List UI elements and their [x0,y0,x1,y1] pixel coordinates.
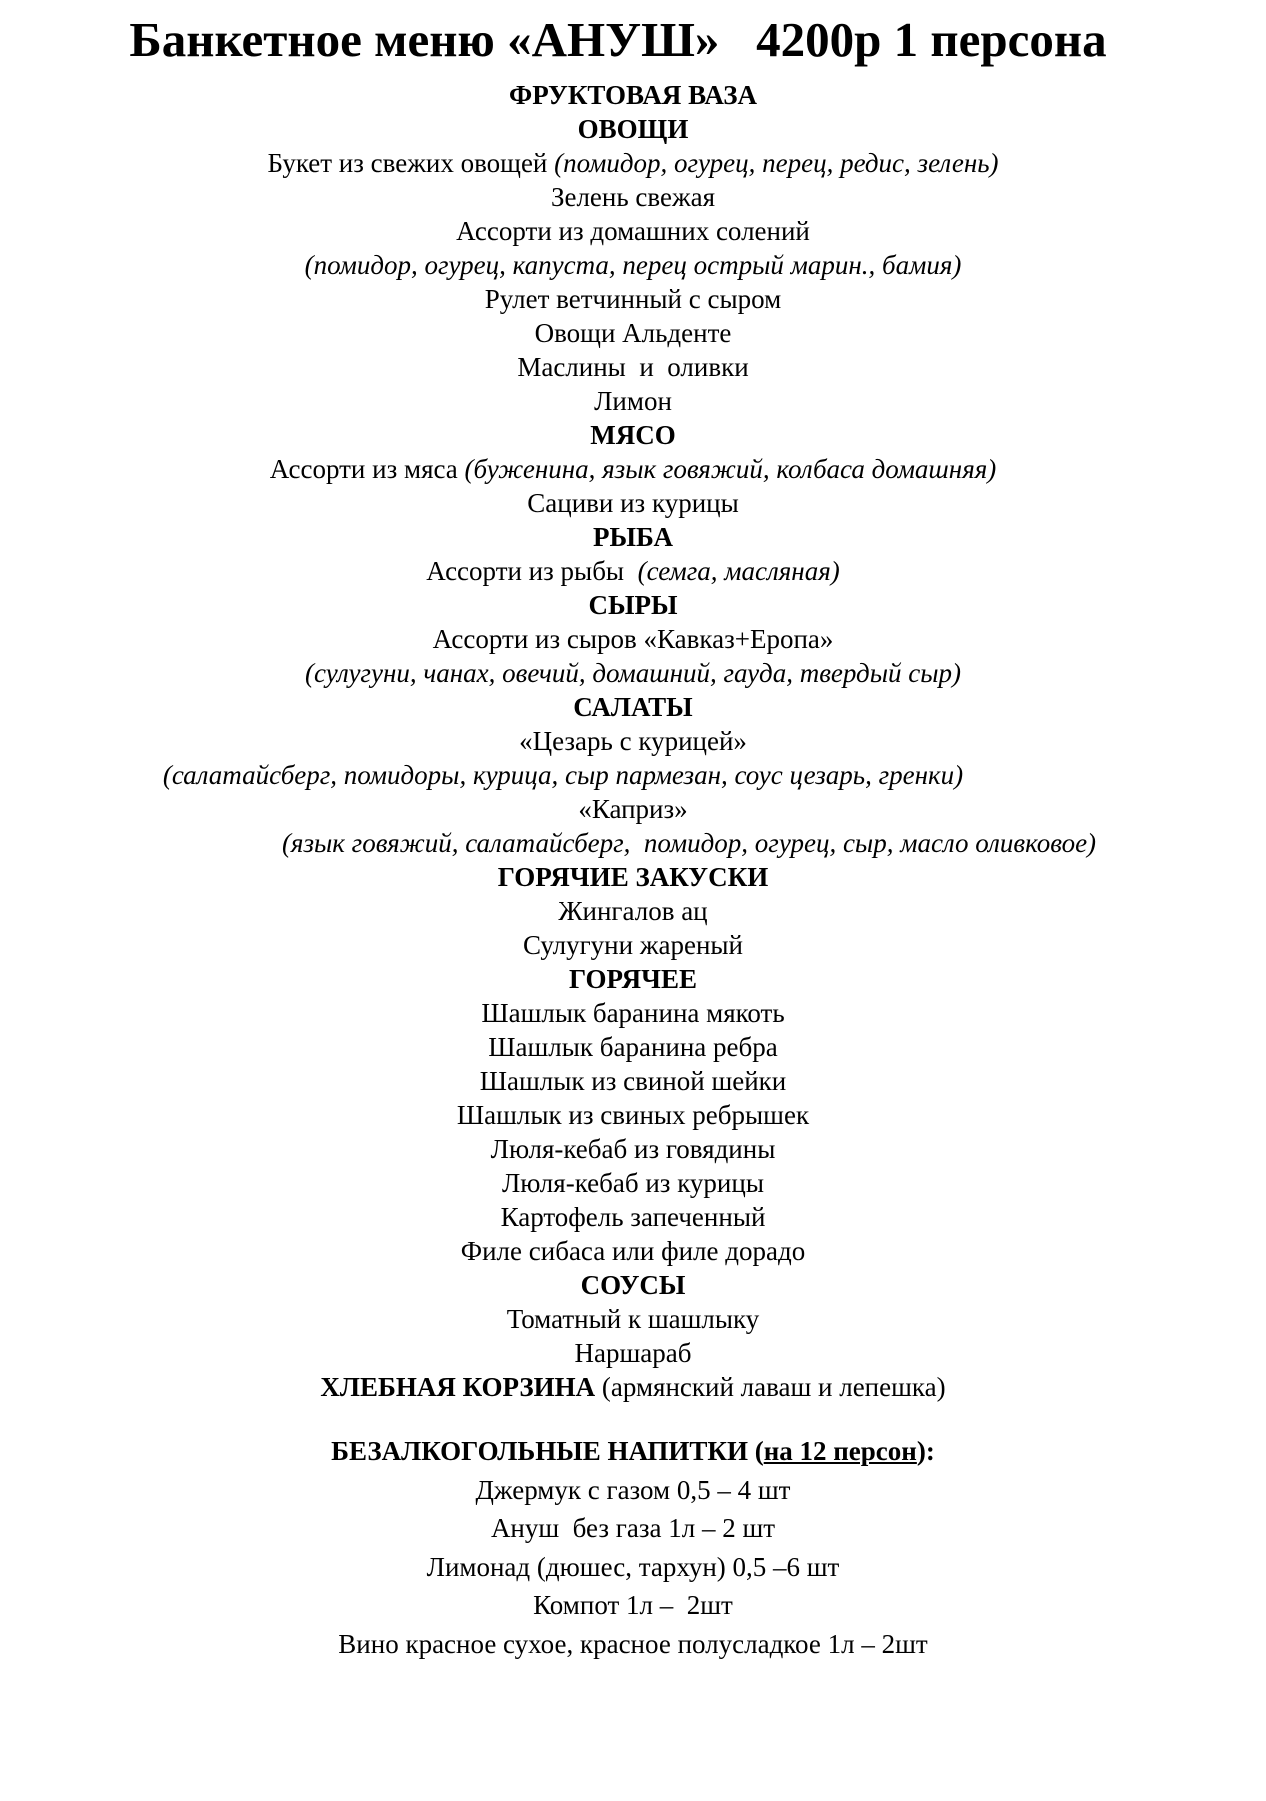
menu-item: Овощи Альденте [534,318,732,348]
menu-item: Вино красное сухое, красное полусладкое 1л – 2шт [338,1628,928,1659]
item-note: (язык говяжий, салатайсберг, помидор, огурец, сыр, масло оливковое) [281,828,1097,858]
menu-item [0,146,1266,180]
item-note: (помидор, огурец, капуста, перец острый марин., бамия) [304,250,962,280]
menu-item: Зелень свежая [550,182,716,212]
section-heading-vegetables: ОВОЩИ [577,114,689,144]
menu-item: Компот 1л – 2шт [533,1590,733,1620]
section-heading-salads: САЛАТЫ [573,692,693,722]
section-heading-fish: РЫБА [593,522,673,552]
menu-item: Рулет ветчинный с сыром [484,284,782,314]
menu-item: Шашлык из свиных ребрышек [456,1100,810,1130]
item-name: Букет из свежих овощей [267,148,555,178]
item-note: (армянский лаваш и лепешка) [595,1372,946,1402]
menu-item: Наршараб [574,1338,692,1368]
drinks-heading-text: БЕЗАЛКОГОЛЬНЫЕ НАПИТКИ ( [331,1436,764,1466]
item-note: (буженина, язык говяжий, колбаса домашняя) [464,454,997,484]
section-heading-fruit: ФРУКТОВАЯ ВАЗА [509,80,757,110]
menu-item: Томатный к шашлыку [506,1304,760,1334]
section-heading-hot-starters: ГОРЯЧИЕ ЗАКУСКИ [497,862,769,892]
menu-item: Лимон [594,386,672,416]
item-note: (сулугуни, чанах, овечий, домашний, гауда, твердый сыр) [304,658,962,688]
item-note: (помидор, огурец, перец, редис, зелень) [554,148,999,178]
menu-item: Шашлык баранина ребра [488,1032,778,1062]
section-heading-cheese: СЫРЫ [588,590,678,620]
menu-item: Люля-кебаб из говядины [490,1134,776,1164]
drinks-heading-end: ): [916,1436,935,1466]
menu-item: Люля-кебаб из курицы [502,1168,764,1198]
menu-item [0,452,1266,486]
section-heading-sauces: СОУСЫ [580,1270,686,1300]
section-heading-hot: ГОРЯЧЕЕ [569,964,697,994]
drinks-section [0,1432,1266,1663]
menu-item: Ассорти из домашних солений [456,216,810,246]
menu-item: «Цезарь с курицей» [519,726,747,756]
menu-item: Сациви из курицы [527,488,739,518]
spacer [0,1404,1266,1432]
menu-item: Ануш без газа 1л – 2 шт [490,1513,776,1543]
item-note: (семга, масляная) [637,556,840,586]
drinks-heading-persons: на 12 персон [763,1436,917,1466]
menu-item: «Каприз» [578,794,688,824]
menu-item: Шашлык баранина мякоть [481,998,785,1028]
bread-basket-line [0,1370,1266,1404]
menu-item: Филе сибаса или филе дорадо [460,1236,806,1266]
menu-item: Маслины и оливки [517,352,749,382]
section-heading-meat: МЯСО [590,420,676,450]
item-name: Ассорти из рыбы [426,556,638,586]
menu-item: Жингалов ац [558,896,708,926]
item-note: (салатайсберг, помидоры, курица, сыр пармезан, соус цезарь, гренки) [162,760,964,790]
section-heading-drinks [0,1432,1266,1471]
section-heading-bread: ХЛЕБНАЯ КОРЗИНА [320,1372,596,1402]
menu-item: Шашлык из свиной шейки [479,1066,787,1096]
menu-item: Картофель запеченный [500,1202,766,1232]
menu-item [0,554,1266,588]
page-title: Банкетное меню «АНУШ» 4200р 1 персона [129,12,1107,67]
menu-item: Ассорти из сыров «Кавказ+Еропа» [432,624,834,654]
menu-item: Лимонад (дюшес, тархун) 0,5 –6 шт [426,1551,840,1582]
item-name: Ассорти из мяса [269,454,465,484]
menu-body [0,78,1266,1663]
menu-item: Сулугуни жареный [522,930,743,960]
menu-item: Джермук с газом 0,5 – 4 шт [475,1474,791,1505]
